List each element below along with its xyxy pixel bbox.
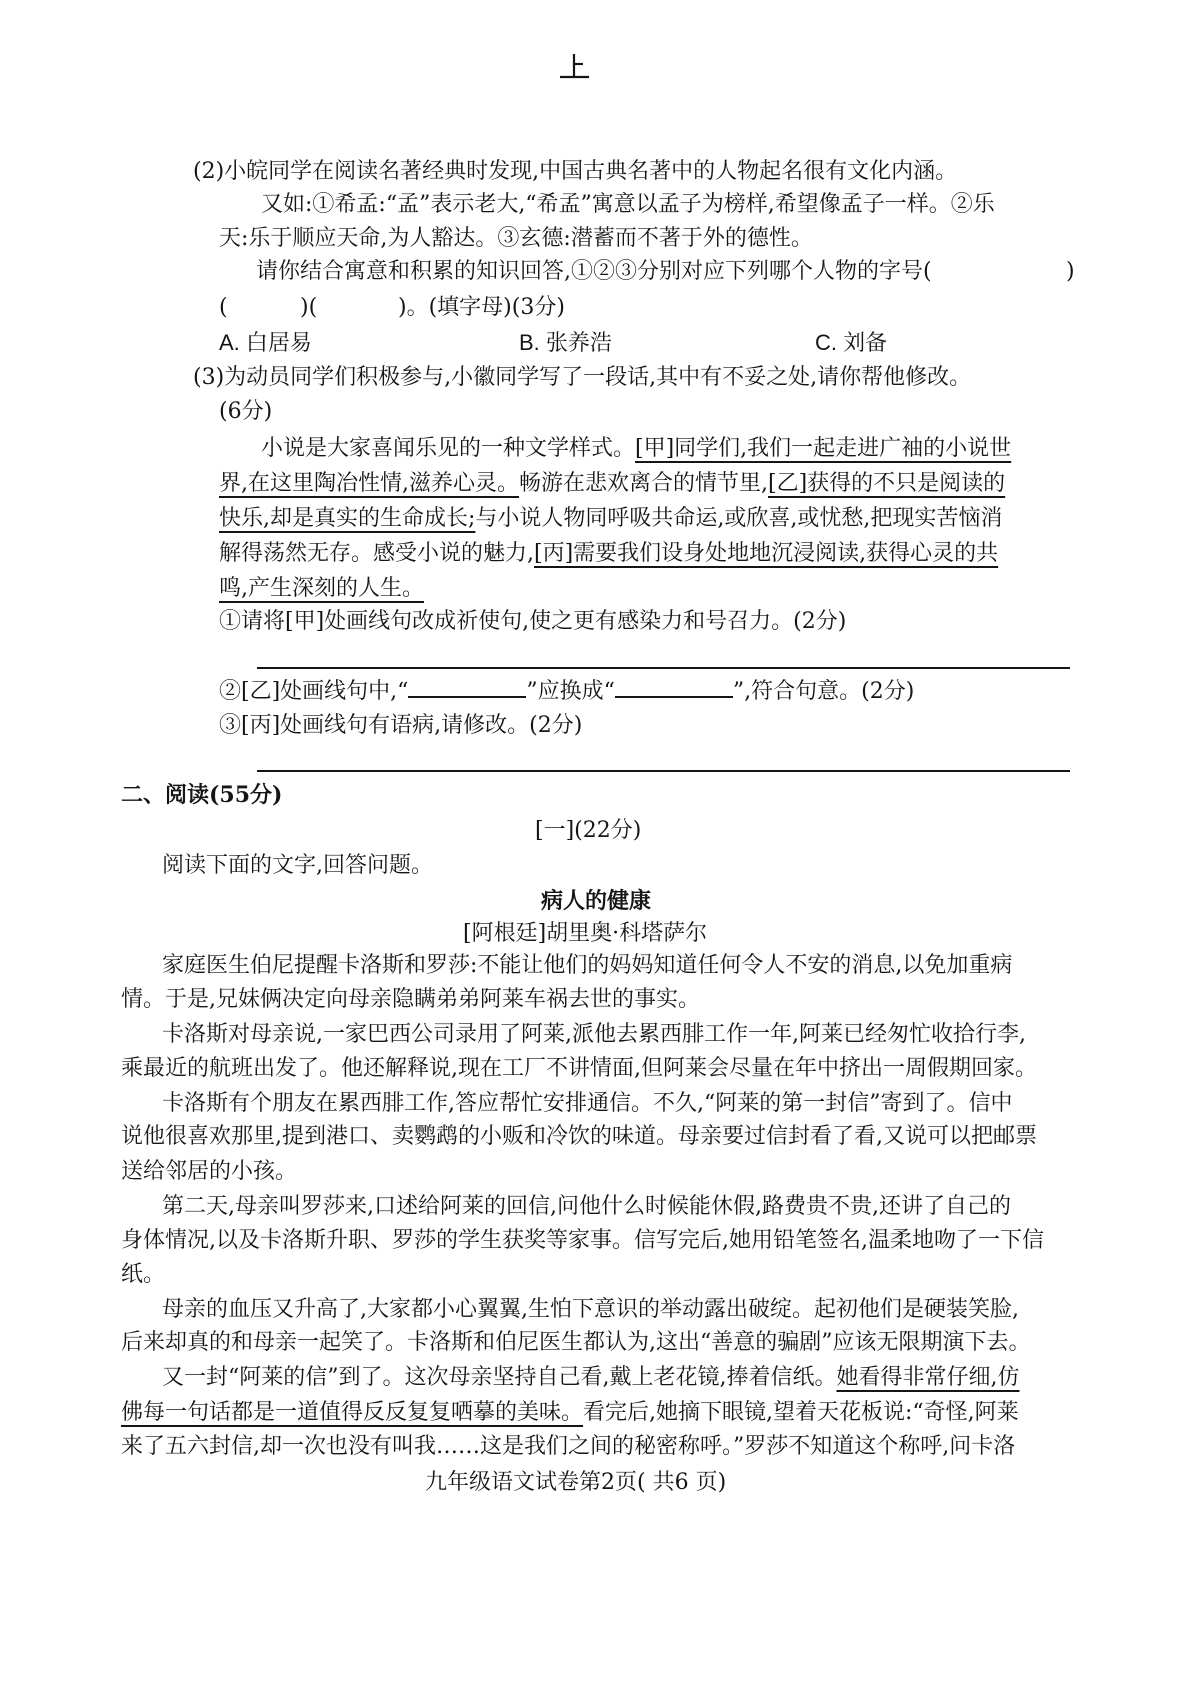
reading-part-title: [一](22分)	[535, 818, 642, 843]
q2-line4-end: )。(填字母)(3分)	[398, 295, 565, 320]
story-text: 又一封“阿莱的信”到了。这次母亲坚持自己看,戴上老花镜,捧着信纸。	[162, 1365, 837, 1390]
story-line: 卡洛斯对母亲说,一家巴西公司录用了阿莱,派他去累西腓工作一年,阿莱已经匆忙收拾行李,	[162, 1022, 1026, 1047]
q3-sub2-text: ”,符合句意。(2分)	[732, 679, 915, 704]
q3-score: (6分)	[219, 399, 273, 424]
page-top-mark	[556, 52, 592, 86]
story-text: 看完后,她摘下眼镜,望着天花板说:“奇怪,阿莱	[583, 1400, 1019, 1425]
q3-sub2-text: ”应换成“	[526, 679, 615, 704]
story-line: 母亲的血压又升高了,大家都小心翼翼,生怕下意识的举动露出破绽。起初他们是硬装笑脸,	[162, 1297, 1019, 1322]
q3-underline-bing-end: 鸣,产生深刻的人生。	[219, 576, 424, 601]
story-author: [阿根廷]胡里奥·科塔萨尔	[463, 921, 708, 946]
reading-instruction: 阅读下面的文字,回答问题。	[162, 853, 433, 878]
q3-underline-jia-end: 界,在这里陶冶性情,滋养心灵。	[219, 471, 519, 496]
q3-passage-line4	[219, 543, 998, 565]
story-line: 身体情况,以及卡洛斯升职、罗莎的学生获奖等家事。信写完后,她用铅笔签名,温柔地吻了一下信	[121, 1228, 1044, 1253]
story-line: 后来却真的和母亲一起笑了。卡洛斯和伯尼医生都认为,这出“善意的骗剧”应该无限期演下去。	[121, 1330, 1031, 1355]
q3-sub2-blank-2[interactable]	[615, 678, 733, 698]
q2-intro: (2)小皖同学在阅读名著经典时发现,中国古典名著中的人物起名很有文化内涵。	[193, 159, 958, 184]
q3-underline-yi-end: 快乐,却是真实的生命成长;	[219, 506, 476, 531]
q3-passage-line2	[219, 473, 1005, 495]
story-line: 乘最近的航班出发了。他还解释说,现在工厂不讲情面,但阿莱会尽量在年中挤出一周假期回家。	[121, 1056, 1037, 1081]
q3-passage-line3	[219, 508, 1002, 530]
story-line: 第二天,母亲叫罗莎来,口述给阿莱的回信,问他什么时候能休假,路费贵不贵,还讲了自己的	[162, 1194, 1011, 1219]
q2-option-a: A. 白居易	[219, 330, 312, 355]
page-footer: 九年级语文试卷第2页( 共6 页)	[425, 1470, 727, 1495]
q2-option-c: C. 刘备	[815, 330, 888, 355]
story-title: 病人的健康	[541, 888, 652, 913]
q3-passage-line1	[261, 438, 1011, 460]
q3-sub1-answer-line[interactable]	[257, 667, 1070, 669]
q2-line4-mid: )(	[300, 295, 318, 320]
q2-line4-open: (	[219, 295, 228, 320]
story-line: 情。于是,兄妹俩决定向母亲隐瞒弟弟阿莱车祸去世的事实。	[121, 987, 700, 1012]
q2-line1: 又如:①希孟:“孟”表示老大,“希孟”寓意以孟子为榜样,希望像孟子一样。②乐	[261, 192, 995, 217]
q3-passage-line5	[219, 578, 424, 600]
page-top-mark-glyph	[556, 52, 592, 80]
section2-heading: 二、阅读(55分)	[121, 782, 283, 808]
q3-sub2-text: ②[乙]处画线句中,“	[219, 679, 409, 704]
story-line: 来了五六封信,却一次也没有叫我……这是我们之间的秘密称呼。”罗莎不知道这个称呼,问卡洛	[121, 1434, 1016, 1459]
q2-option-b: B. 张养浩	[519, 330, 612, 355]
q3-intro: (3)为动员同学们积极参与,小徽同学写了一段话,其中有不妥之处,请你帮他修改。	[193, 365, 972, 390]
q3-passage-text: 解得荡然无存。感受小说的魅力,	[219, 541, 534, 566]
q3-underline-yi: [乙]获得的不只是阅读的	[768, 471, 1006, 496]
story-line	[121, 1402, 1019, 1424]
q3-underline-bing: [丙]需要我们设身处地地沉浸阅读,获得心灵的共	[534, 541, 999, 566]
q3-sub3-answer-line[interactable]	[257, 770, 1070, 772]
q3-underline-jia: [甲]同学们,我们一起走进广袖的小说世	[635, 436, 1012, 461]
story-line: 卡洛斯有个朋友在累西腓工作,答应帮忙安排通信。不久,“阿莱的第一封信”寄到了。信中	[162, 1091, 1013, 1116]
story-line: 家庭医生伯尼提醒卡洛斯和罗莎:不能让他们的妈妈知道任何令人不安的消息,以免加重病	[162, 953, 1013, 978]
q3-sub2-blank-1[interactable]	[408, 678, 526, 698]
story-line: 送给邻居的小孩。	[121, 1159, 298, 1184]
story-line: 说他很喜欢那里,提到港口、卖鹦鹉的小贩和冷饮的味道。母亲要过信封看了看,又说可以把邮票	[121, 1124, 1037, 1149]
q3-passage-text: 小说是大家喜闻乐见的一种文学样式。	[261, 436, 636, 461]
story-line: 纸。	[121, 1262, 166, 1287]
q3-passage-text: 与小说人物同呼吸共命运,或欣喜,或忧愁,把现实苦恼消	[475, 506, 1003, 531]
q2-line2: 天:乐于顺应天命,为人豁达。③玄德:潜蓄而不著于外的德性。	[219, 226, 813, 251]
q2-line3: 请你结合寓意和积累的知识回答,①②③分别对应下列哪个人物的字号(	[256, 259, 932, 284]
q3-sub1: ①请将[甲]处画线句改成祈使句,使之更有感染力和号召力。(2分)	[219, 609, 847, 634]
q3-passage-text: 畅游在悲欢离合的情节里,	[519, 471, 768, 496]
q2-line3-close: )	[1066, 259, 1075, 284]
q3-sub3: ③[丙]处画线句有语病,请修改。(2分)	[219, 713, 583, 738]
story-line	[162, 1367, 1019, 1389]
story-underlined-sentence: 她看得非常仔细,仿	[836, 1365, 1020, 1390]
q3-sub2	[219, 678, 914, 703]
story-underlined-sentence-end: 佛每一句话都是一道值得反反复复哂摹的美味。	[121, 1400, 584, 1425]
